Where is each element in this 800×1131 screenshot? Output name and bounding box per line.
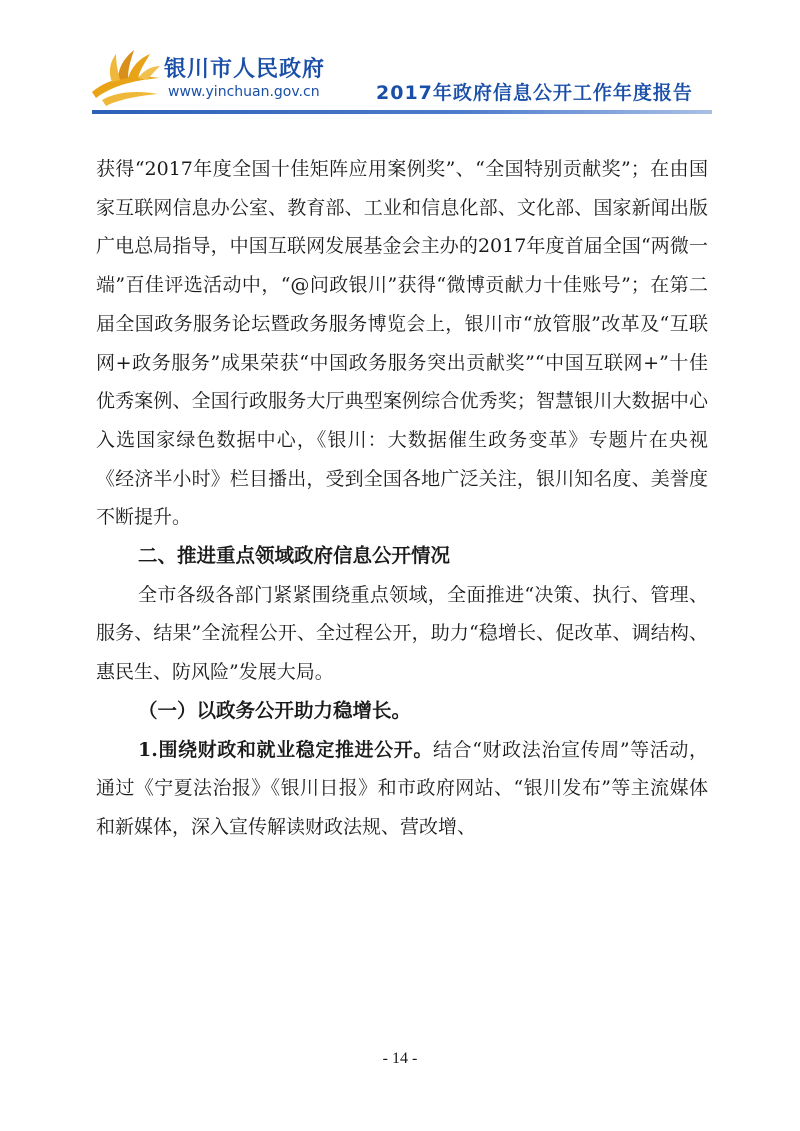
subsection-heading: （一）以政务公开助力稳增长。	[138, 698, 412, 722]
paragraph-text: 结合“财政法治宣传周”等活动，通过《宁夏法治报》《银川日报》和市政府网站、“银川发布”等主流媒体和新媒体，深入宣传解读财政法规、营改增、	[96, 738, 708, 838]
site-name: 银川市人民政府	[164, 57, 326, 82]
document-body	[96, 150, 708, 847]
paragraph-awards: 获得“2017年度全国十佳矩阵应用案例奖”、“全国特别贡献奖”；在由国家互联网信息办公室、教育部、工业和信息化部、文化部、国家新闻出版广电总局指导，中国互联网发展基金会主办的2017年度首届全国“两微一端”百佳评选活动中，“@问政银川”获得“微博贡献力十佳账号”；在第二届全国政务服务论坛暨政务服务博览会上，银川市“放管服”改革及“互联网+政务服务”成果荣获“中国政务服务突出贡献奖”“中国互联网+”十佳优秀案例、全国行政服务大厅典型案例综合优秀奖；智慧银川大数据中心入选国家绿色数据中心，《银川：大数据催生政务变革》专题片在央视《经济半小时》栏目播出，受到全国各地广泛关注，银川知名度、美誉度不断提升。	[96, 158, 708, 529]
paragraph-finance	[96, 731, 708, 847]
paragraph-key-areas: 全市各级各部门紧紧围绕重点领域，全面推进“决策、执行、管理、服务、结果”全流程公开、全过程公开，助力“稳增长、促改革、调结构、惠民生、防风险”发展大局。	[96, 583, 708, 684]
header-divider	[92, 110, 712, 114]
site-url: www.yinchuan.gov.cn	[168, 84, 320, 100]
page-header	[0, 0, 800, 122]
page-number: - 14 -	[382, 1050, 418, 1067]
section-heading: 二、推进重点领域政府信息公开情况	[138, 544, 451, 568]
report-title: 2017年政府信息公开工作年度报告	[376, 82, 693, 104]
paragraph-lead: 1.围绕财政和就业稳定推进公开。	[138, 738, 434, 761]
golden-wheat-icon	[88, 48, 164, 108]
